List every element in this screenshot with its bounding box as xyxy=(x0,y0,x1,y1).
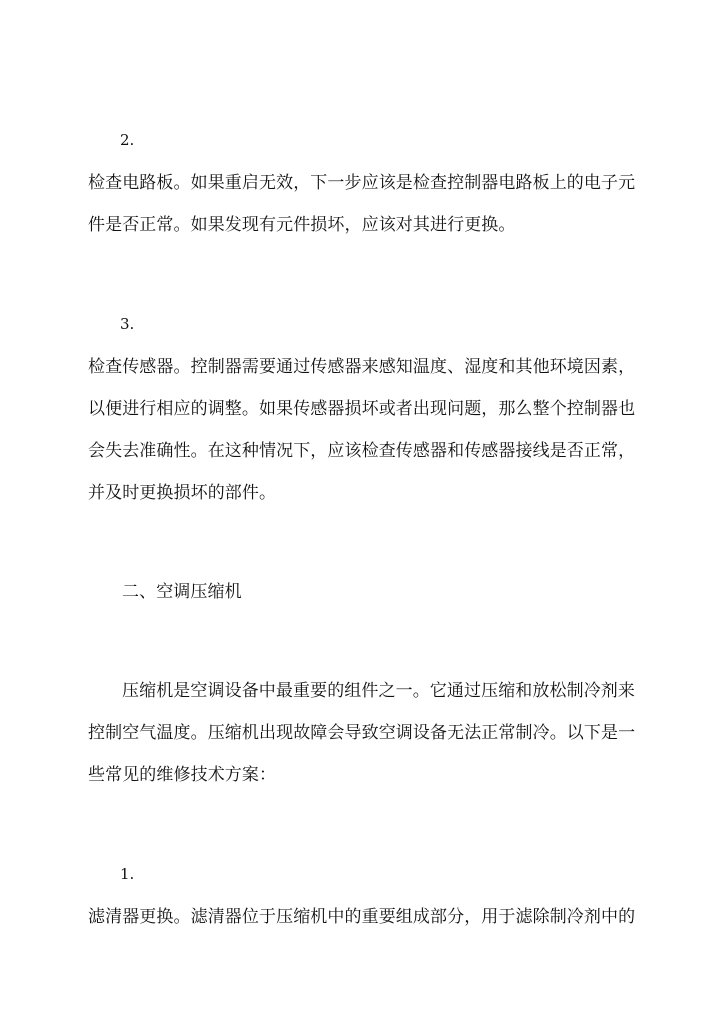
paragraph-line: 压缩机是空调设备中最重要的组件之一。它通过压缩和放松制冷剂来 xyxy=(122,681,635,701)
paragraph-line: 检查传感器。控制器需要通过传感器来感知温度、湿度和其他环境因素， xyxy=(88,357,636,377)
paragraph-line: 并及时更换损坏的部件。 xyxy=(88,483,277,503)
paragraph-line: 会失去准确性。在这种情况下，应该检查传感器和传感器接线是否正常， xyxy=(88,441,636,461)
item-number: 3. xyxy=(120,315,135,333)
paragraph-line: 件是否正常。如果发现有元件损坏，应该对其进行更换。 xyxy=(88,215,516,235)
section-heading: 二、空调压缩机 xyxy=(122,582,242,602)
paragraph-line: 以便进行相应的调整。如果传感器损坏或者出现问题，那么整个控制器也 xyxy=(88,399,636,419)
paragraph-line: 控制空气温度。压缩机出现故障会导致空调设备无法正常制冷。以下是一 xyxy=(88,723,636,743)
item-number: 1. xyxy=(120,865,135,883)
paragraph-line: 些常见的维修技术方案： xyxy=(88,765,277,785)
paragraph-line: 检查电路板。如果重启无效，下一步应该是检查控制器电路板上的电子元 xyxy=(88,173,636,193)
paragraph-line: 滤清器更换。滤清器位于压缩机中的重要组成部分，用于滤除制冷剂中的 xyxy=(88,907,636,927)
item-number: 2. xyxy=(120,131,135,149)
